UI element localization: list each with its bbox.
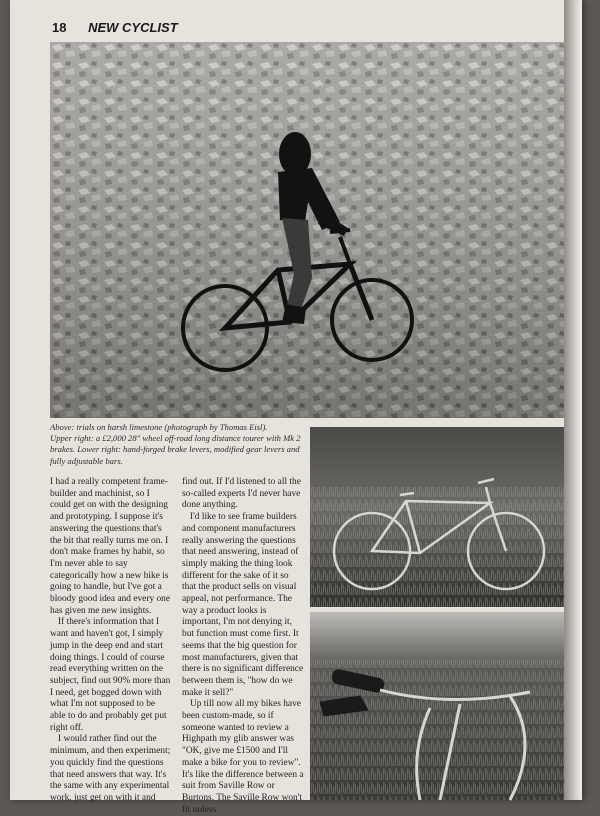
article-column-2 bbox=[182, 477, 304, 816]
page-spine bbox=[564, 0, 582, 800]
main-photo bbox=[50, 42, 574, 418]
article-column-1 bbox=[50, 477, 172, 805]
paragraph: I would rather find out the minimum, and then experiment; you quickly find the questions that need answers that way. It's the same with any experimental work, just get on with it and bbox=[50, 734, 171, 803]
caption-line-1: Above: trials on harsh limestone (photograph by Thomas Eisl). bbox=[50, 422, 268, 432]
page-header bbox=[52, 20, 178, 35]
paragraph: I'd like to see frame builders and component manufacturers really answering the questions that need answering, instead of simply making the thing look different for the sake of it so that the product sells on visual appeal, not performance. The way a product looks is important, I'm not denying it, but function must come first. It seems that the big question for most manufacturers, given that there is no significant difference between them is, "how do we make it sell?" bbox=[182, 512, 304, 698]
paragraph: Up till now all my bikes have been custom-made, so if someone wanted to review a Highpath my glib answer was "OK, give me £1500 and I'll make a bike for you to review". It's like the difference between a suit from Saville Row or Burtons. The Saville Row won't fit unless bbox=[182, 699, 304, 815]
magazine-page bbox=[10, 0, 582, 815]
paragraph: If there's information that I want and haven't got, I simply jump in the deep end and start doing things. I could of course read everything written on the subject, find out 90% more than I need, get bogged down with what I'm not supposed to be able to do and probably get put right off. bbox=[50, 617, 171, 733]
magazine-title: NEW CYCLIST bbox=[88, 20, 178, 35]
handlebars-photo bbox=[310, 612, 574, 800]
caption-line-2: Upper right: a £2,000 28" wheel off-road long distance tourer with Mk 2 brakes. Lower right: hand-forged brake levers, modified gear levers and fully adjustable bars. bbox=[50, 433, 301, 466]
photo-caption bbox=[50, 422, 302, 467]
paragraph: I had a really competent frame-builder and machinist, so I could get on with the designing and prototyping. I suppose it's answering the questions that's the bit that really turns me on. I don't make frames by habit, so I'm never able to say categorically how a new bike is going to handle, but I've got a bloody good idea and every one has given me new insights. bbox=[50, 477, 171, 616]
tourer-photo bbox=[310, 427, 574, 607]
page-number: 18 bbox=[52, 20, 67, 35]
paragraph: find out. If I'd listened to all the so-called experts I'd never have done anything. bbox=[182, 477, 301, 511]
